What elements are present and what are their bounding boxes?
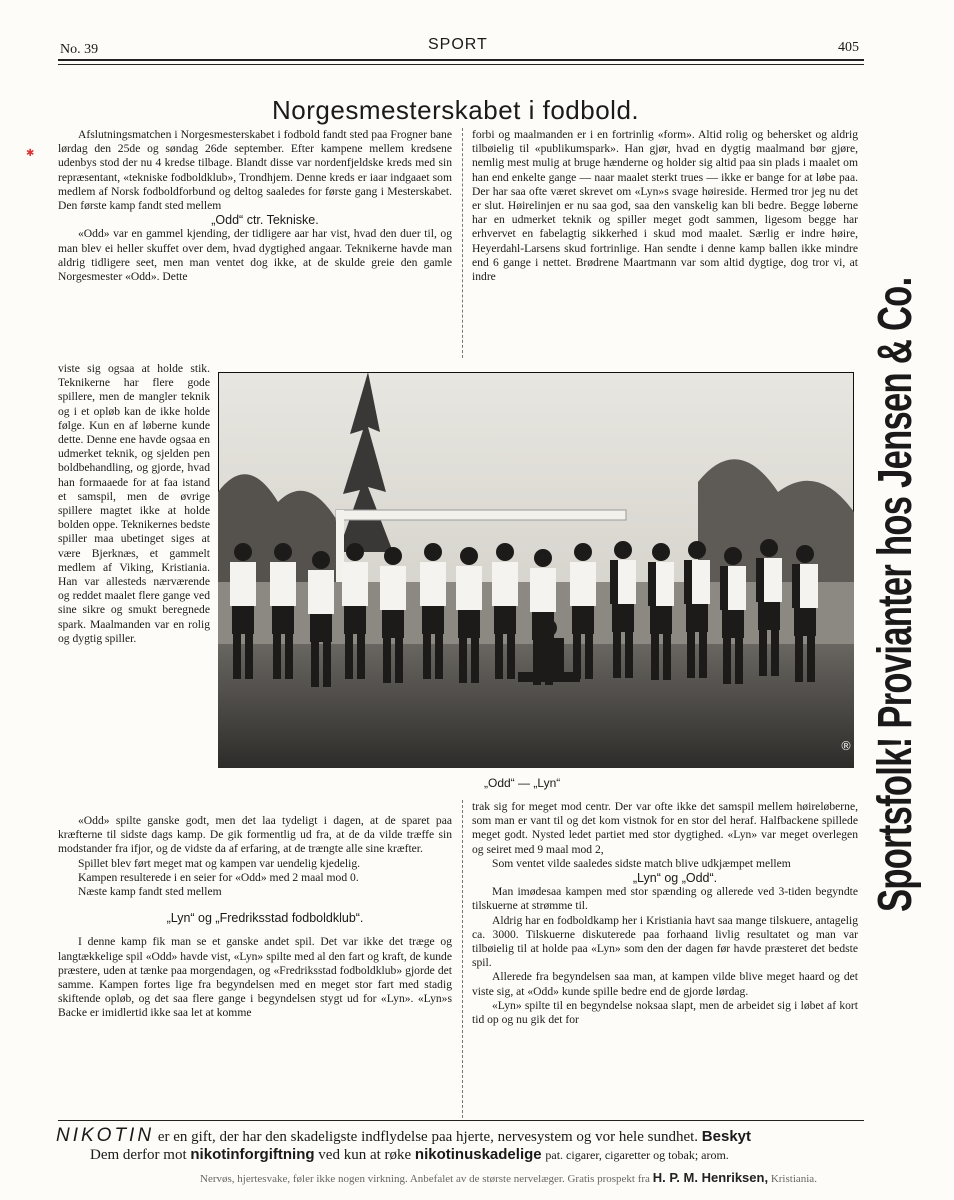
ad-text: er en gift, der har den skadeligste indflydelse paa hjerte, nervesystem og vor hele sundhet. [157,1129,699,1145]
paragraph: Næste kamp fandt sted mellem [78,885,222,899]
ad-text-bold: H. P. M. Henriksen, [652,1170,769,1185]
paragraph: Kampen resulterede i en seier for «Odd» med 2 maal mod 0. [78,870,359,884]
paragraph: Allerede fra begyndelsen saa man, at kampen vilde blive meget haard og det viste sig, at «Odd» kunde spille bedre end de gjorde lørdag. [472,970,858,998]
margin-mark: ✱ [26,148,35,159]
paragraph: Afslutningsmatchen i Norgesmesterskabet i fodbold fandt sted paa Frogner bane lørdag den 25de og søndag 26de september. Efter kampene mellem kredsene udenbys stod der nu 4 kredse tilbage. Blandt disse var nordenfjeldske kreds med sin repræsentant, «tekniske fodboldklub», Trondhjem. Denne kreds er iaar indgaaet som medlem af Norsk fodboldforbund og deltog saaledes for første gang i Mesterskabet. Den første kamp fandt sted mellem [58,128,452,213]
article-title: Norgesmesterskabet i fodbold. [272,95,640,125]
bottom-ad-line3 [200,1170,817,1185]
subheading: „Odd“ ctr. Tekniske. [211,213,319,228]
ad-text: Kristiania. [770,1173,817,1185]
ad-keyword: NIKOTIN [56,1125,155,1146]
paragraph: Man imødesaa kampen med stor spænding og allerede ved 3-tiden begyndte tilskuerne at strømme til. [472,885,858,913]
photo-caption: „Odd“ — „Lyn“ [484,776,561,790]
ad-text: ved kun at røke [318,1147,412,1163]
svg-text:®: ® [840,739,852,753]
bottom-ad-line2 [90,1146,729,1164]
paragraph: trak sig for meget mod centr. Der var ofte ikke det samspil mellem høireløberne, som man er vant til og det kom vistnok for en stor del heraf. Halfbackene spillede meget godt. Nysted ledet partiet med stor dygtighed. «Lyn» var meget overlegen og seiret med 9 maal mod 2, [472,800,858,856]
left-column-narrow [58,362,210,808]
header-rule [58,59,864,61]
column-divider [462,128,463,358]
ad-text-bold: Beskyt [701,1128,751,1145]
ad-text: Nervøs, hjertesvake, føler ikke nogen virkning. Anbefalet av de største nervelæger. Gratis prospekt fra [200,1173,650,1185]
subheading: „Lyn“ og „Fredriksstad fodboldklub“. [166,911,364,926]
paragraph: «Odd» spilte ganske godt, men det laa tydeligt i dagen, at de sparet paa kræfterne til sidste dags kamp. De gik formentlig ud fra, at de da vilde træffe sin modstander fra ifjor, og de vidste da af erfaring, at de trængte alle sine kræfter. [58,814,452,856]
ad-text: Dem derfor mot [90,1147,187,1163]
paragraph: Spillet blev ført meget mat og kampen var uendelig kjedelig. [78,856,361,870]
paragraph: I denne kamp fik man se et ganske andet spil. Det var ikke det træge og langtækkelige spil «Odd» havde vist, «Lyn» spilte med al den fart og kraft, de kunde præstere, uden at tænke paa morgendagen, og «Fredriksstad fodboldklub» gjorde det samme. Kampen fortes lige fra begyndelsen med en meget stor fart med stadig skiftende opløb, og det saa flere gange i begyndelsen stygt ud for «Lyn». «Lyn»s Backe er imidlertid ikke saa let at komme [58,935,452,1020]
bottom-ad-line1 [56,1125,751,1147]
paragraph: viste sig ogsaa at holde stik. Teknikerne har flere gode spillere, men de mangler teknik og i et opløb kan de ikke holde følge. Kun en af løberne kunde dette. Denne ene havde ogsaa en udmerket teknik, og sjelden pen boldbehandling, og gjorde, hvad han formaaede for at faa istand et samspil, men de øvrige spillere magtet ikke at holde bolden oppe. Teknikernes bedste spiller maa ubetinget siges at være Bjerknæs, et gammelt medlem af Viking, Kristiania. Han var allesteds nærværende og reddet maalet flere gange ved sine sikre og smukt beregnede spark. Maalmanden var en rolig og dygtig spiller. [58,362,210,645]
ad-text-bold: nikotinforgiftning [190,1146,315,1163]
left-column-top [58,128,452,284]
column-divider [462,800,463,1118]
ad-text: pat. cigarer, cigaretter og tobak; arom. [545,1148,729,1162]
issue-number: No. 39 [60,42,99,57]
paragraph: «Lyn» spilte til en begyndelse noksaa slapt, men de arbeidet sig i løbet af kort tid op og nu gik det for [472,998,858,1027]
ad-text-bold: nikotinuskadelige [414,1146,542,1163]
team-photograph [218,372,854,768]
side-advertisement: Sportsfolk! Provianter hos Jensen & Co. [869,277,922,912]
footer-rule [58,1120,864,1121]
page-number: 405 [838,40,859,55]
section-title: SPORT [428,36,488,53]
paragraph: Som ventet vilde saaledes sidste match blive udkjæmpet mellem [492,856,791,870]
left-column-lower [58,814,452,1120]
right-column-top [472,128,858,364]
subheading: „Lyn“ og „Odd“. [632,871,718,886]
header-rule-thin [58,64,864,65]
paragraph: Aldrig har en fodboldkamp her i Kristiania havt saa mange tilskuere, antagelig ca. 3000. Tilskuerne diskuterede paa forhaand livlig resultatet og man var tilbøielig til at holde paa «Lyn» som den der dagen før havde præsteret det bedste spil. [472,913,858,970]
paragraph: forbi og maalmanden er i en fortrinlig «form». Altid rolig og behersket og aldrig tilbøielig til «publikumspark». Han gjør, hvad en dygtig maalmand bør gjøre, nemlig mest mulig at bruge hænderne og holder sig altid paa sin plads i maalet om han end enkelte gange — naar maalet sterkt trues — ikke er bange for at løbe paa. Der har saa ofte været skrevet om «Lyn»s svage høireside. Hermed tror jeg nu det er slut. Høirelinjen er nu saa god, saa den vanskelig kan bli bedre. Begge løberne har en udmerket teknik og spiller meget godt sammen, ligesom begge har erhvervet en fabelagtig sikkerhed i skud mod maalet. Særlig er indre høire, Heyerdahl-Larsens skud fortrinlige. Han sendte i denne kamp ballen ikke mindre end 6 gange i nettet. Brødrene Maartmann var som altid dygtige, dog tror vi, at indre [472,128,858,284]
paragraph: «Odd» var en gammel kjending, der tidligere aar har vist, hvad den duer til, og man blev ei heller skuffet over dem, hvad dygtighed angaar. Teknikerne havde man aldrig tidligere seet, men man ventet dog ikke, at de skulde greie den gamle Norgesmester «Odd». Dette [58,227,452,284]
right-column-lower [472,800,858,1122]
